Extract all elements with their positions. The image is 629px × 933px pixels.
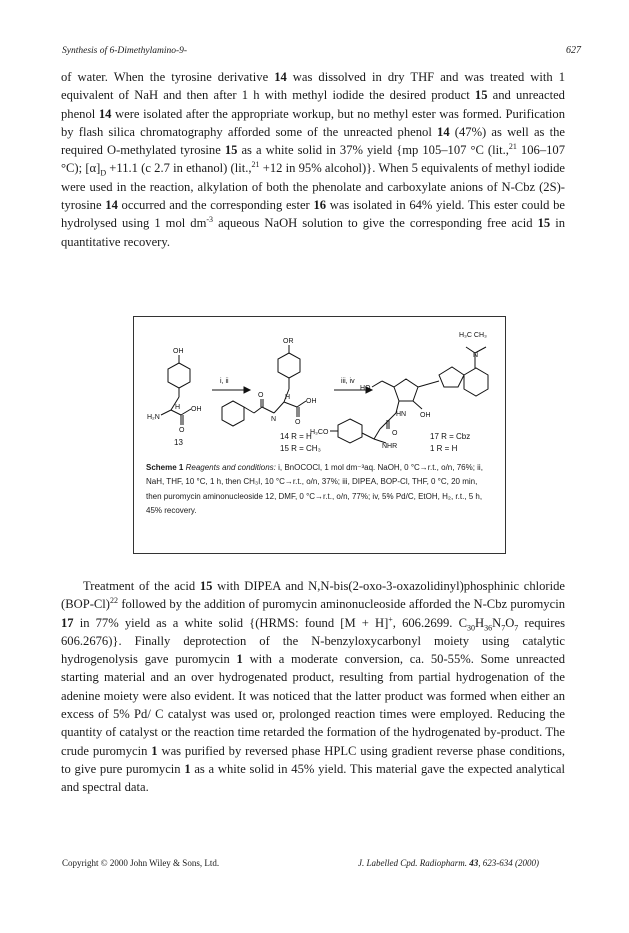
copyright-footer: Copyright © 2000 John Wiley & Sons, Ltd. (62, 858, 220, 868)
label-o-14: O (295, 419, 301, 426)
compound-14-label: 14 R = H (280, 432, 312, 441)
label-oh-13: OH (173, 348, 184, 355)
arrow-2-label: iii, iv (341, 378, 355, 385)
label-o-13: O (179, 427, 185, 434)
compound-1-label: 1 R = H (430, 444, 458, 453)
running-title: Synthesis of 6-Dimethylamino-9- (62, 46, 188, 56)
label-oh-14: OH (306, 398, 317, 405)
arrow-1-label: i, ii (220, 378, 229, 385)
journal-citation: J. Labelled Cpd. Radiopharm. 43, 623-634 (2000) (358, 858, 539, 868)
paragraph-2: Treatment of the acid 15 with DIPEA and N,N-bis(2-oxo-3-oxazolidinyl)phosphinic chloride $(BOP-Cl)^{22}$ followed by the addition of puromycin aminonucleoside afforded the N-Cbz puromycin 17 in 77% yield as a white solid {(HRMS: found [M + H]+, 606.2699. $C_{30}H_{36}N_7O_7$ requires 606.2676)}. Finally deprotection of the N-benzyloxycarbonyl moiety using catalytic hydrogenolysis gave puromycin 1 with a moderate conversion, ca. 50-55%. Some unreacted starting material and an over hydrogenated product, resulting from partial hydrogenation of the adenine moiety were also evident. It was noticed that the latter product was formed when either an excess of 5% Pd/ C catalyst was used or, prolonged reaction times were employed. Reducing the quantity of catalyst or the reaction time retarded the formation of the hydrogenated by-product. The crude puromycin 1 was purified by reversed phase HPLC using gradient reverse phase conditions, to give pure puromycin 1 as a white solid in 45% yield. This material gave the expected analytical and spectral data. (61, 579, 566, 795)
compound-15-label: 15 R = CH₃ (280, 444, 321, 453)
label-ho-17: HO (360, 385, 371, 392)
label-nme2: H₃C CH₃ (459, 332, 487, 339)
paragraph-1: of water. When the tyrosine derivative 14 was dissolved in dry THF and was treated with 1 equivalent of NaH and then after 1 h with methyl iodide the desired product 15 and unreacted phenol 14 were isolated after the appropriate workup, but no methyl ester was formed. Purification by flash silica chromatography afforded some of the unreacted phenol 14 (47%) as well as the required O-methylated tyrosine 15 as a white solid in 37% yield {mp 105–107 °C (lit.,$^{21}$ 106–107 °C); $[\alpha]_D +11.1$ (c 2.7 in ethanol) (lit.,$^{21}$ +12 in 95% alcohol)}. When 5 equivalents of methyl iodide were used in the reaction, alkylation of both the phenolate and carboxylate anions of N-Cbz (2S)-tyrosine 14 occurred and the corresponding ester 16 was isolated in 64% yield. This ester could be hydrolysed using 1 mol $dm^{-3}$ aqueous NaOH solution to give the corresponding free acid 15 in quantitative recovery. (61, 70, 566, 249)
compound-13-label: 13 (174, 438, 183, 447)
reaction-scheme (133, 316, 506, 554)
label-hn-17: HN (396, 411, 407, 418)
label-oh-17: OH (420, 412, 431, 419)
ring-13 (168, 363, 190, 388)
label-h2n: H₂N (147, 414, 160, 421)
compound-17-label: 17 R = Cbz (430, 432, 471, 441)
label-n-14: N (271, 416, 277, 423)
label-o-ester: O (258, 392, 264, 399)
scheme-caption: Scheme 1 Reagents and conditions: i, BnOCOCl, 1 mol dm⁻³aq. NaOH, 0 °C→r.t., o/n, 76%; ii, NaH, THF, 10 °C, 1 h, then CH₃I, 10 °C→r.t., o/n, 37%; iii, DIPEA, BOP-Cl, THF, 0 °C, 20 min, then puromycin aminonucleoside 12, DMF, 0 °C→r.t., o/n, 77%; iv, 5% Pd/C, EtOH, H₂, r.t., 5 h, 45% recovery. (146, 463, 483, 515)
label-h3co: H₃CO (310, 429, 329, 436)
label-h-13: H (175, 404, 181, 411)
page-number: 627 (566, 45, 581, 56)
scheme-structures (134, 317, 507, 555)
label-oh-acid-13: OH (191, 406, 202, 413)
label-h-14: H (285, 394, 291, 401)
label-n-17: N (473, 352, 479, 359)
label-nhr: NHR (382, 443, 398, 450)
label-or: OR (283, 338, 294, 345)
label-o-17: O (392, 430, 398, 437)
